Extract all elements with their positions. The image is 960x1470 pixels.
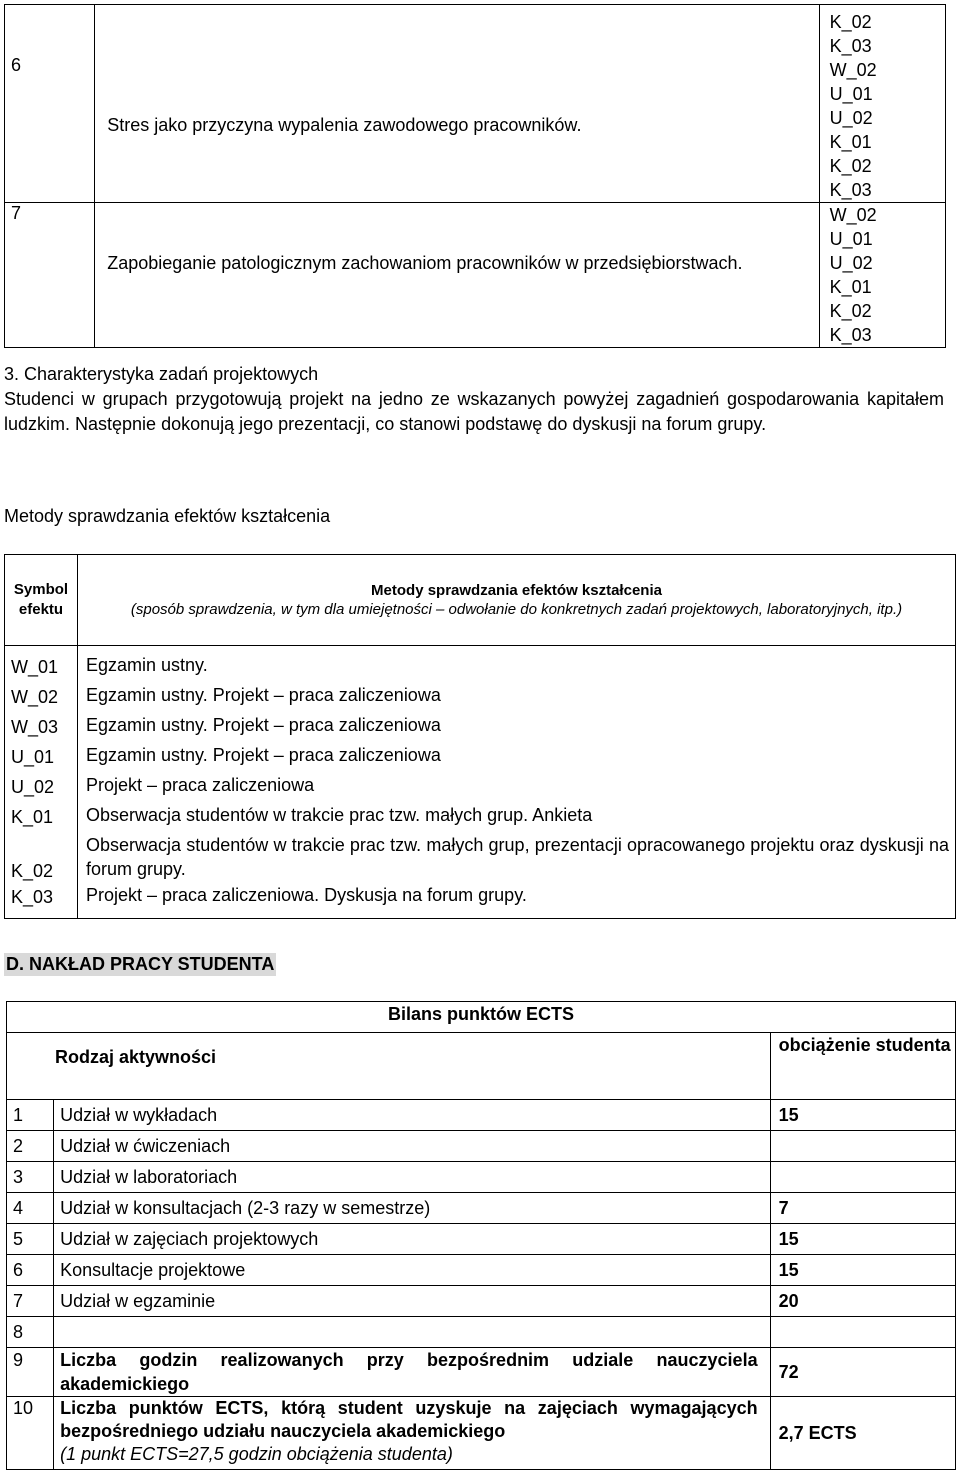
effect-codes — [830, 10, 945, 202]
activity-load: 15 — [770, 1100, 955, 1131]
methods-column-header — [78, 555, 956, 646]
table-row — [7, 1131, 956, 1162]
activity-load — [770, 1131, 955, 1162]
effect-code: U_02 — [829, 253, 873, 273]
effect-code: K_01 — [829, 132, 872, 152]
effect-symbol: W_01 — [11, 657, 59, 677]
activity-name: Udział w laboratoriach — [54, 1162, 771, 1193]
section-heading: 3. Charakterystyka zadań projektowych — [4, 364, 319, 384]
effect-symbol: U_02 — [11, 777, 55, 797]
method-description: Projekt – praca zaliczeniowa. Dyskusja na forum grupy. — [86, 885, 527, 905]
effect-code: U_01 — [829, 84, 873, 104]
ects-header-row — [7, 1033, 956, 1100]
symbol-column-header: Symbol efektu — [5, 555, 78, 646]
methods-body-row — [5, 646, 956, 919]
activity-column-header: Rodzaj aktywności — [7, 1033, 771, 1100]
symbol-column — [5, 646, 78, 919]
topic-number-cell — [5, 203, 95, 348]
activity-name: Liczba punktów ECTS, którą student uzyskuje na zajęciach wymagających bezpośredniego udziału nauczyciela akademickiego — [60, 1398, 758, 1441]
effect-symbol: K_03 — [11, 887, 54, 907]
topic-codes-cell — [819, 5, 945, 203]
activity-name: Udział w egzaminie — [54, 1286, 771, 1317]
topic-title: Stres jako przyczyna wypalenia zawodowego pracowników. — [107, 115, 582, 135]
topic-number-cell — [5, 5, 95, 203]
table-row — [7, 1100, 956, 1131]
effect-code: K_03 — [829, 36, 872, 56]
effect-code: K_02 — [829, 301, 872, 321]
method-description: Egzamin ustny. — [86, 655, 208, 675]
effect-code: U_01 — [829, 229, 873, 249]
activity-load — [770, 1317, 955, 1348]
method-description: Egzamin ustny. Projekt – praca zaliczeniowa — [86, 745, 441, 765]
activity-name — [54, 1317, 771, 1348]
topics-table — [4, 4, 946, 348]
table-row — [7, 1224, 956, 1255]
topic-title-cell — [95, 203, 819, 348]
ects-title-row — [7, 1002, 956, 1033]
methods-column-title: Metody sprawdzania efektów kształcenia — [371, 582, 662, 599]
effect-symbol: K_02 — [11, 861, 54, 881]
load-column-header: obciążenie studenta — [770, 1033, 955, 1100]
row-number: 1 — [7, 1100, 54, 1131]
method-description: Obserwacja studentów w trakcie prac tzw. małych grup, prezentacji opracowanego projektu oraz dyskusji na forum grupy. — [86, 835, 949, 879]
table-row — [7, 1193, 956, 1224]
project-tasks-section — [4, 362, 944, 437]
section-body: Studenci w grupach przygotowują projekt na jedno ze wskazanych powyżej zagadnień gospodarowania kapitałem ludzkim. Następnie dokonują jego prezentacji, co stanowi podstawę do dyskusji na forum grupy. — [4, 389, 944, 434]
topic-row — [5, 5, 946, 203]
effect-code: K_02 — [829, 12, 872, 32]
activity-load: 7 — [770, 1193, 955, 1224]
table-row — [7, 1255, 956, 1286]
workload-heading: D. NAKŁAD PRACY STUDENTA — [6, 954, 275, 974]
table-row — [7, 1286, 956, 1317]
activity-load: 2,7 ECTS — [770, 1397, 955, 1470]
row-number: 9 — [7, 1348, 54, 1397]
topic-codes-cell — [819, 203, 945, 348]
effect-symbol: U_01 — [11, 747, 55, 767]
row-number: 5 — [7, 1224, 54, 1255]
effect-code: W_02 — [829, 205, 877, 225]
effect-symbol: W_02 — [11, 687, 59, 707]
activity-name: Liczba godzin realizowanych przy bezpośrednim udziale nauczyciela akademickiego — [54, 1348, 771, 1397]
effect-code: U_02 — [829, 108, 873, 128]
table-row — [7, 1397, 956, 1470]
row-number: 3 — [7, 1162, 54, 1193]
methods-table — [4, 554, 956, 919]
topic-title-cell — [95, 5, 819, 203]
methods-header-row — [5, 555, 956, 646]
activity-load: 15 — [770, 1255, 955, 1286]
method-description: Egzamin ustny. Projekt – praca zaliczeniowa — [86, 685, 441, 705]
activity-cell — [54, 1397, 771, 1470]
effect-code: K_02 — [829, 156, 872, 176]
method-description: Obserwacja studentów w trakcie prac tzw. małych grup. Ankieta — [86, 805, 593, 825]
method-description: Projekt – praca zaliczeniowa — [86, 775, 315, 795]
methods-heading: Metody sprawdzania efektów kształcenia — [4, 506, 331, 526]
table-row — [7, 1348, 956, 1397]
activity-load: 72 — [770, 1348, 955, 1397]
effect-code: W_02 — [829, 60, 877, 80]
row-number: 8 — [7, 1317, 54, 1348]
methods-column — [78, 646, 956, 919]
activity-name: Udział w ćwiczeniach — [54, 1131, 771, 1162]
activity-name: Udział w zajęciach projektowych — [54, 1224, 771, 1255]
activity-name: Udział w konsultacjach (2-3 razy w semestrze) — [54, 1193, 771, 1224]
effect-code: K_01 — [829, 277, 872, 297]
row-number: 4 — [7, 1193, 54, 1224]
effect-code: K_03 — [829, 180, 872, 200]
ects-table — [6, 1001, 956, 1470]
activity-load — [770, 1162, 955, 1193]
effect-codes — [830, 203, 945, 347]
methods-column-subtitle: (sposób sprawdzenia, w tym dla umiejętności – odwołanie do konkretnych zadań projektowych, laboratoryjnych, itp.) — [130, 601, 903, 618]
effect-symbol: K_01 — [11, 807, 54, 827]
activity-name: Udział w wykładach — [54, 1100, 771, 1131]
row-number: 10 — [7, 1397, 54, 1470]
activity-name: Konsultacje projektowe — [54, 1255, 771, 1286]
ects-table-title: Bilans punktów ECTS — [7, 1002, 956, 1033]
row-number: 6 — [7, 1255, 54, 1286]
table-row — [7, 1317, 956, 1348]
activity-note: (1 punkt ECTS=27,5 godzin obciążenia studenta) — [60, 1444, 453, 1464]
activity-load: 20 — [770, 1286, 955, 1317]
effect-symbol: W_03 — [11, 717, 59, 737]
topic-number: 6 — [11, 55, 22, 75]
topic-row — [5, 203, 946, 348]
effect-code: K_03 — [829, 325, 872, 345]
topic-number: 7 — [11, 203, 22, 223]
topic-title: Zapobieganie patologicznym zachowaniom pracowników w przedsiębiorstwach. — [107, 253, 743, 273]
activity-load: 15 — [770, 1224, 955, 1255]
method-description: Egzamin ustny. Projekt – praca zaliczeniowa — [86, 715, 441, 735]
table-row — [7, 1162, 956, 1193]
row-number: 7 — [7, 1286, 54, 1317]
row-number: 2 — [7, 1131, 54, 1162]
